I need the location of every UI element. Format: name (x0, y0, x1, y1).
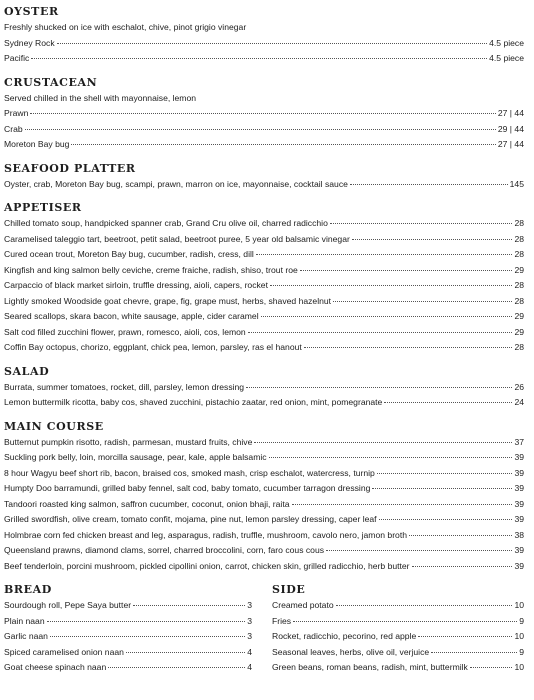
menu-item (4, 122, 524, 138)
dot-leader (261, 316, 513, 317)
item-name: Coffin Bay octopus, chorizo, eggplant, chick pea, lemon, parsley, ras el hanout (4, 342, 302, 352)
item-price: 38 (514, 529, 524, 540)
section-title-side: SIDE (272, 583, 306, 596)
menu-item (4, 294, 524, 310)
menu-item (4, 466, 524, 482)
menu-item (4, 435, 524, 451)
dot-leader (133, 605, 245, 606)
item-name: Kingfish and king salmon belly ceviche, creme fraiche, radish, shiso, trout roe (4, 264, 298, 275)
section-oyster (4, 3, 524, 67)
item-name: Humpty Doo barramundi, grilled baby fennel, salt cod, baby tomato, cucumber tarragon dressing (4, 483, 371, 493)
menu-item (4, 629, 252, 645)
dot-leader (300, 270, 513, 271)
item-name: Cured ocean trout, Moreton Bay bug, cucumber, radish, cress, dill (4, 249, 254, 259)
dot-leader (304, 347, 513, 348)
menu-item (4, 395, 524, 411)
section-crustacean (4, 74, 524, 153)
menu-item (4, 36, 524, 52)
item-name: Sourdough roll, Pepe Saya butter (4, 600, 132, 610)
dot-leader (108, 667, 245, 668)
item-price: 4.5 piece (489, 37, 524, 48)
item-price: 37 (514, 436, 524, 447)
item-name: Crab (4, 123, 23, 134)
menu-item (4, 247, 524, 263)
item-price: 39 (514, 545, 524, 555)
section-side (272, 578, 524, 676)
item-price: 10 (514, 662, 524, 672)
item-price: 29 (514, 264, 524, 275)
menu-item (4, 325, 524, 341)
section-title-oyster: OYSTER (4, 5, 59, 18)
menu-item (4, 340, 524, 356)
menu-item (4, 263, 524, 279)
item-name: Fries (272, 615, 292, 626)
item-name: Grilled swordfish, olive cream, tomato confit, mojama, pine nut, lemon parsley dressing, caper leaf (4, 514, 377, 524)
item-price: 39 (514, 514, 524, 524)
item-name: Spiced caramelised onion naan (4, 646, 124, 657)
item-price: 4 (247, 646, 252, 657)
dot-leader (409, 535, 512, 536)
dot-leader (57, 43, 487, 44)
section-title-appetiser: APPETISER (4, 201, 82, 214)
section-description-crustacean: Served chilled in the shell with mayonnaise, lemon (4, 92, 197, 103)
section-description-oyster: Freshly shucked on ice with eschalot, chive, pinot grigio vinegar (4, 22, 247, 32)
item-price: 4.5 piece (489, 53, 524, 63)
item-name: Moreton Bay bug (4, 139, 70, 149)
item-price: 28 (514, 280, 524, 290)
item-price: 28 (514, 249, 524, 259)
item-name: Seared scallops, skara bacon, white sausage, apple, cider caramel (4, 311, 259, 321)
item-name: Lemon buttermilk ricotta, baby cos, shaved zucchini, pistachio zaatar, red onion, mint, pomegranate (4, 397, 383, 407)
section-title-crustacean: CRUSTACEAN (4, 75, 98, 89)
menu-item (4, 309, 524, 325)
dot-leader (418, 636, 512, 637)
item-price: 26 (514, 381, 524, 392)
item-name: Garlic naan (4, 631, 48, 641)
item-price: 28 (514, 295, 524, 306)
item-name: Chilled tomato soup, handpicked spanner crab, Grand Cru olive oil, charred radicchio (4, 218, 328, 228)
dot-leader (292, 504, 513, 505)
item-name: Lightly smoked Woodside goat chevre, grape, fig, grape must, herbs, shaved hazelnut (4, 295, 332, 306)
item-name: Sydney Rock (4, 37, 55, 48)
section-title-seafood-platter: SEAFOOD PLATTER (4, 161, 136, 175)
item-price: 28 (514, 342, 524, 352)
item-price: 145 (509, 178, 524, 189)
item-price: 3 (247, 631, 252, 641)
menu-item (272, 629, 524, 645)
dot-leader (293, 621, 517, 622)
dot-leader (270, 285, 512, 286)
menu-item (4, 216, 524, 232)
item-name: Queensland prawns, diamond clams, sorrel, charred broccolini, corn, faro cous cous (4, 545, 325, 555)
dot-leader (372, 488, 512, 489)
menu-item (4, 450, 524, 466)
item-name: Goat cheese spinach naan (4, 662, 107, 672)
menu-item (4, 660, 252, 676)
item-price: 27 | 44 (497, 108, 524, 118)
item-price: 3 (247, 600, 252, 610)
item-price: 29 (514, 311, 524, 321)
item-price: 39 (514, 452, 524, 462)
item-price: 9 (519, 615, 524, 626)
menu-item (4, 51, 524, 67)
item-price: 29 | 44 (497, 123, 524, 134)
item-price: 39 (514, 467, 524, 478)
item-name: Tandoori roasted king salmon, saffron cucumber, coconut, onion bhaji, raita (4, 498, 290, 509)
section-main-course (4, 418, 524, 575)
item-name: Butternut pumpkin risotto, radish, parmesan, mustard fruits, chive (4, 436, 253, 447)
section-title-main-course: MAIN COURSE (4, 419, 104, 433)
menu-item (4, 559, 524, 575)
menu-item (4, 512, 524, 528)
item-price: 10 (514, 631, 524, 641)
item-name: Plain naan (4, 615, 45, 626)
item-price: 27 | 44 (497, 139, 524, 149)
item-name: Caramelised taleggio tart, beetroot, petit salad, beetroot puree, 5 year old balsamic vinegar (4, 233, 350, 244)
dot-leader (336, 605, 513, 606)
menu-item (4, 497, 524, 513)
menu-item (4, 614, 252, 630)
dot-leader (352, 239, 513, 240)
item-price: 39 (514, 560, 524, 571)
item-name: Creamed potato (272, 600, 334, 610)
menu-item (272, 660, 524, 676)
item-price: 28 (514, 233, 524, 244)
menu-item (4, 278, 524, 294)
dot-leader (384, 402, 512, 403)
menu (4, 0, 524, 676)
dot-leader (248, 332, 513, 333)
dot-leader (30, 113, 496, 114)
dot-leader (31, 58, 487, 59)
dot-leader (350, 184, 508, 185)
item-price: 24 (514, 397, 524, 407)
item-price: 3 (247, 615, 252, 626)
item-name: Burrata, summer tomatoes, rocket, dill, parsley, lemon dressing (4, 381, 245, 392)
dot-leader (47, 621, 246, 622)
menu-item (4, 598, 252, 614)
section-appetiser (4, 199, 524, 356)
menu-item (4, 232, 524, 248)
menu-item (272, 598, 524, 614)
section-title-salad: SALAD (4, 364, 50, 378)
item-price: 39 (514, 483, 524, 493)
dot-leader (470, 667, 513, 668)
menu-item (4, 543, 524, 559)
dot-leader (431, 652, 517, 653)
dot-leader (377, 473, 513, 474)
menu-item (272, 645, 524, 661)
item-name: Holmbrae corn fed chicken breast and leg, asparagus, radish, truffle, mushroom, cavolo nero, jamon broth (4, 529, 408, 540)
dot-leader (412, 566, 513, 567)
menu-item (4, 137, 524, 153)
item-name: Green beans, roman beans, radish, mint, buttermilk (272, 662, 468, 672)
item-name: 8 hour Wagyu beef short rib, bacon, braised cos, smoked mash, crisp eschalot, watercress, turnip (4, 467, 375, 478)
item-price: 4 (247, 662, 252, 672)
item-price: 28 (514, 218, 524, 228)
dot-leader (71, 144, 495, 145)
menu-item (4, 106, 524, 122)
menu-item (4, 380, 524, 396)
section-bread (4, 578, 252, 676)
item-name: Pacific (4, 53, 30, 63)
menu-item (272, 614, 524, 630)
menu-item (4, 645, 252, 661)
dot-leader (269, 457, 513, 458)
item-name: Seasonal leaves, herbs, olive oil, verjuice (272, 646, 430, 657)
item-price: 29 (514, 326, 524, 337)
dot-leader (126, 652, 245, 653)
dot-leader (330, 223, 513, 224)
menu-item (4, 177, 524, 193)
dot-leader (25, 129, 496, 130)
dot-leader (333, 301, 512, 302)
menu-item (4, 481, 524, 497)
dot-leader (256, 254, 513, 255)
dot-leader (246, 387, 512, 388)
section-title-bread: BREAD (4, 583, 52, 596)
dot-leader (254, 442, 512, 443)
item-price: 10 (514, 600, 524, 610)
item-name: Carpaccio of black market sirloin, truffle dressing, aioli, capers, rocket (4, 280, 268, 290)
section-salad (4, 363, 524, 411)
item-name: Salt cod filled zucchini flower, prawn, romesco, aioli, cos, lemon (4, 326, 246, 337)
section-seafood-platter (4, 160, 524, 193)
dot-leader (50, 636, 245, 637)
item-name: Rocket, radicchio, pecorino, red apple (272, 631, 417, 641)
two-column-sections (4, 578, 524, 676)
item-name: Prawn (4, 108, 29, 118)
item-name: Oyster, crab, Moreton Bay bug, scampi, prawn, marron on ice, mayonnaise, cocktail sauce (4, 178, 348, 189)
item-price: 39 (514, 498, 524, 509)
menu-item (4, 528, 524, 544)
item-name: Suckling pork belly, loin, morcilla sausage, pear, kale, apple balsamic (4, 452, 267, 462)
item-price: 9 (519, 646, 524, 657)
dot-leader (379, 519, 513, 520)
dot-leader (326, 550, 512, 551)
item-name: Beef tenderloin, porcini mushroom, pickled cipollini onion, carrot, chicken skin, grilled radicchio, herb butter (4, 560, 410, 571)
